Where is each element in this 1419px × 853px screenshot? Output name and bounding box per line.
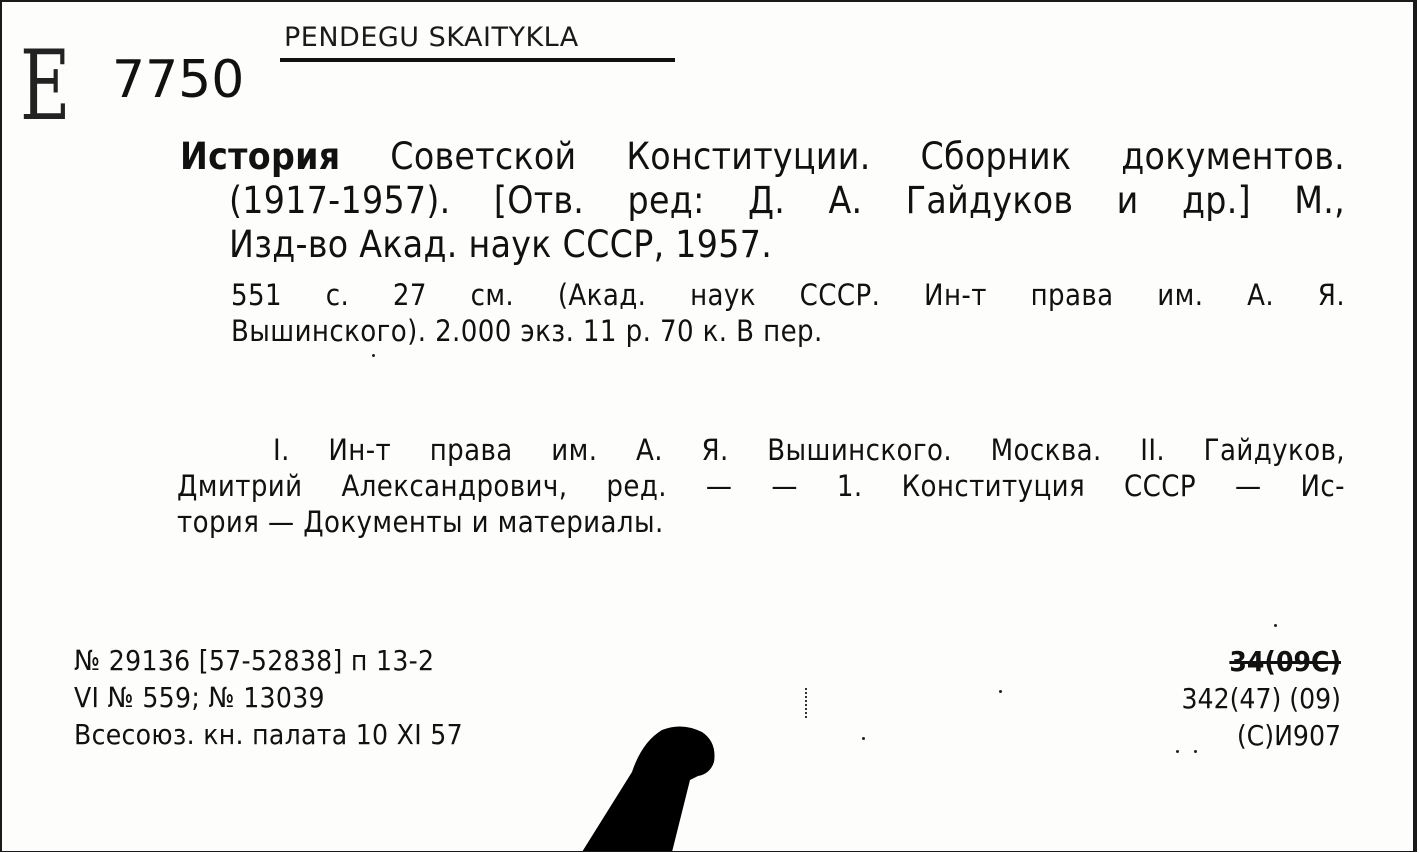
library-stamp: PENDEGU SKAITYKLA: [284, 22, 579, 53]
struck-classification: 34(09С): [1229, 645, 1341, 678]
tracing-line-2: Дмитрий Александрович, ред. — — 1. Конституция СССР — Ис-: [177, 469, 1345, 503]
speck: [862, 737, 865, 740]
registration-info: [74, 642, 463, 753]
entry-line-3: Изд-во Акад. наук СССР, 1957.: [229, 223, 773, 266]
registration-line-3: Всесоюз. кн. палата 10 XI 57: [74, 718, 463, 751]
entry-heading-word: История: [180, 135, 341, 178]
scan-mark: [805, 688, 809, 718]
call-number: 7750: [112, 50, 245, 110]
entry-title-rest: Советской Конституции. Сборник документов.: [390, 135, 1345, 178]
classification-codes: [1182, 643, 1341, 754]
speck: [999, 690, 1002, 693]
speck: [1194, 750, 1197, 753]
stamp-underline: [280, 58, 675, 62]
tracing-line-1: I. Ин-т права им. А. Я. Вышинского. Москва. II. Гайдуков,: [273, 433, 1345, 467]
bibliographic-entry: [180, 135, 1345, 267]
speck: [372, 354, 375, 357]
collation: [231, 277, 1345, 349]
tracings: [177, 432, 1345, 540]
hand-shadow-silhouette: [562, 702, 732, 852]
tracing-line-3: тория — Документы и материалы.: [177, 505, 664, 539]
registration-line-2: VI № 559; № 13039: [74, 681, 325, 714]
call-number-letter: E: [20, 30, 71, 142]
speck: [1274, 624, 1277, 627]
collation-line-2: Вышинского). 2.000 экз. 11 р. 70 к. В пер.: [231, 314, 823, 348]
entry-line-2: (1917-1957). [Отв. ред: Д. А. Гайдуков и др.] М.,: [229, 179, 1345, 222]
registration-line-1: № 29136 [57-52838] п 13-2: [74, 644, 435, 677]
classification-line-2: 342(47) (09): [1181, 682, 1341, 715]
collation-line-1: 551 с. 27 см. (Акад. наук СССР. Ин-т права им. А. Я.: [231, 278, 1345, 312]
speck: [1176, 750, 1179, 753]
classification-line-3: (С)И907: [1236, 719, 1341, 752]
entry-title-line: [180, 135, 1345, 179]
